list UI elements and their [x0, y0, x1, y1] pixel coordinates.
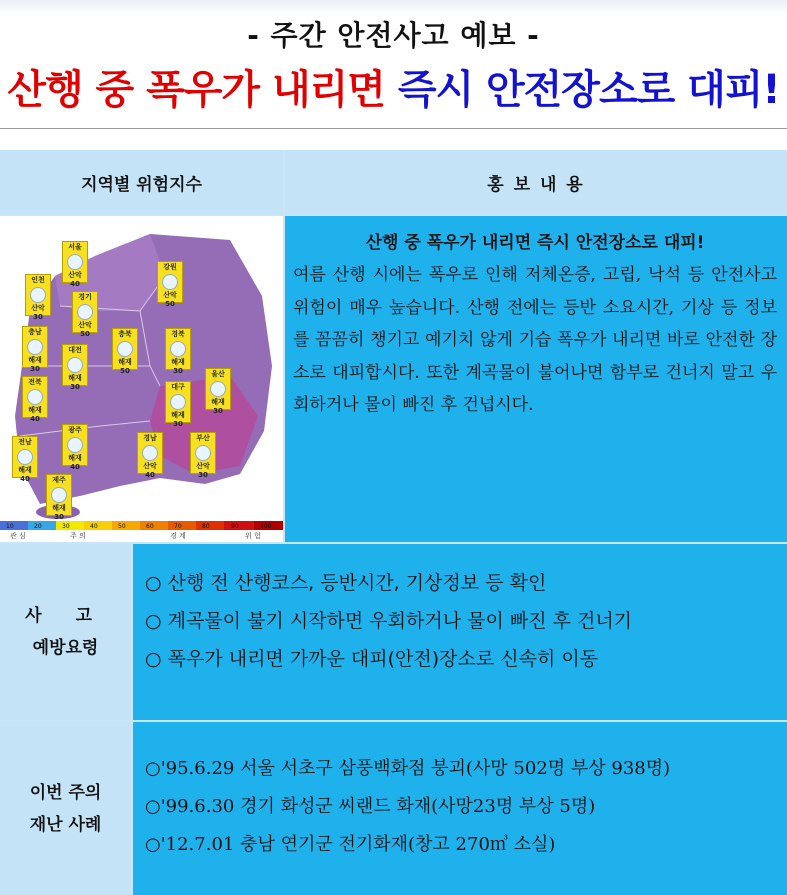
cases-list: [133, 722, 787, 895]
weather-icon: [77, 304, 93, 320]
region-name: 강원: [163, 263, 177, 271]
region-badge-jeonnam: [12, 436, 38, 483]
scale-tick: 90: [231, 523, 239, 530]
weather-icon: [51, 487, 67, 503]
promo-content: [285, 216, 787, 542]
region-name: 전북: [28, 378, 42, 386]
region-name: 경북: [171, 330, 185, 338]
region-name: 전남: [18, 438, 32, 446]
cases-label-line2: 재난 사례: [29, 814, 102, 835]
region-badge-gangwon: [157, 261, 183, 308]
headline-blue-part: 즉시 안전장소로 대피!: [397, 67, 780, 113]
scale-level: 관 심: [10, 532, 26, 540]
region-name: 서울: [68, 243, 82, 251]
prevention-label: [0, 544, 131, 720]
scale-tick: 20: [34, 523, 42, 530]
region-value: 해재 30: [171, 358, 185, 375]
region-badge-daejeon: [62, 344, 88, 391]
prevention-list: [133, 544, 787, 720]
risk-scale-labels: [0, 530, 283, 542]
region-value: 산악 50: [163, 291, 177, 308]
region-value: 해재 30: [52, 504, 66, 521]
region-name: 부산: [196, 434, 210, 442]
region-value: 산악 30: [196, 462, 210, 479]
region-name: 경남: [143, 434, 157, 442]
weather-icon: [67, 437, 83, 453]
page-subtitle: - 주간 안전사고 예보 -: [247, 19, 540, 52]
weather-icon: [195, 445, 211, 461]
case-item: ○'95.6.29 서울 서초구 삼풍백화점 붕괴(사망 502명 부상 938명): [145, 758, 671, 779]
weather-icon: [30, 287, 46, 303]
region-badge-jeju: [46, 474, 72, 521]
weather-icon: [17, 449, 33, 465]
region-badge-gyeongnam: [137, 432, 163, 479]
scale-tick: 60: [146, 523, 154, 530]
weather-icon: [210, 381, 226, 397]
region-badge-jeonbuk: [22, 376, 48, 423]
scale-level: 주 의: [70, 532, 86, 540]
region-value: 해재 50: [118, 358, 132, 375]
scale-tick: 80: [202, 523, 210, 530]
case-item: ○'12.7.01 충남 연기군 전기화재(창고 270㎥ 소실): [145, 834, 556, 855]
region-badge-chungbuk: [112, 328, 138, 375]
promo-header: 홍 보 내 용: [285, 150, 787, 214]
region-value: 해재 30: [28, 356, 42, 373]
region-badge-seoul: [62, 241, 88, 288]
region-name: 대구: [171, 383, 185, 391]
scale-level: 위 험: [245, 532, 261, 540]
region-badge-gwangju: [62, 424, 88, 471]
scale-level: 경 계: [170, 532, 186, 540]
region-name: 인천: [31, 276, 45, 284]
region-name: 광주: [68, 426, 82, 434]
weather-icon: [67, 357, 83, 373]
scale-tick: 70: [174, 523, 182, 530]
risk-color-scale: [0, 521, 283, 530]
cases-label: [0, 722, 131, 895]
region-name: 경기: [78, 293, 92, 301]
region-value: 산악 40: [143, 462, 157, 479]
weather-icon: [162, 274, 178, 290]
region-badge-busan: [190, 432, 216, 479]
region-value: 산악 30: [31, 304, 45, 321]
region-name: 대전: [68, 346, 82, 354]
prevention-item: ○ 계곡물이 불기 시작하면 우회하거나 물이 빠진 후 건너기: [145, 610, 633, 632]
cases-label-line1: 이번 주의: [29, 782, 102, 803]
region-value: 산악 40: [68, 271, 82, 288]
risk-map: [0, 216, 283, 542]
scale-tick: 30: [62, 523, 70, 530]
weather-icon: [27, 389, 43, 405]
weather-icon: [27, 339, 43, 355]
region-badge-ulsan: [205, 368, 231, 415]
region-value: 해재 40: [28, 406, 42, 423]
risk-index-header: 지역별 위험지수: [0, 150, 283, 214]
weather-icon: [170, 341, 186, 357]
region-name: 울산: [211, 370, 225, 378]
region-value: 해재 30: [211, 398, 225, 415]
region-value: 해재 30: [68, 374, 82, 391]
region-name: 충남: [28, 328, 42, 336]
prevention-item: ○ 산행 전 산행코스, 등반시간, 기상정보 등 확인: [145, 572, 547, 594]
region-value: 해재 40: [68, 454, 82, 471]
region-value: 해재 40: [18, 466, 32, 483]
region-name: 제주: [52, 476, 66, 484]
scale-tick: 40: [90, 523, 98, 530]
weather-icon: [67, 254, 83, 270]
region-badge-daegu: [165, 381, 191, 428]
prevention-item: ○ 폭우가 내리면 가까운 대피(안전)장소로 신속히 이동: [145, 648, 599, 670]
info-table: [0, 150, 787, 895]
region-badge-incheon: [25, 274, 51, 321]
weather-icon: [117, 341, 133, 357]
headline-red-part: 산행 중 폭우가 내리면: [7, 67, 385, 113]
promo-title: 산행 중 폭우가 내리면 즉시 안전장소로 대피!: [365, 233, 705, 253]
scale-tick: 10: [6, 523, 14, 530]
prevention-label-line1: 사 고: [25, 606, 106, 626]
region-badge-gyeonggi: [72, 291, 98, 338]
weather-icon: [170, 394, 186, 410]
header-divider: [0, 128, 787, 129]
weather-icon: [142, 445, 158, 461]
scale-tick: 50: [118, 523, 126, 530]
promo-body: 여름 산행 시에는 폭우로 인해 저체온증, 고립, 낙석 등 안전사고 위험이 매우 높습니다. 산행 전에는 등반 소요시간, 기상 등 정보를 꼼꼼히 챙기고 예기치 않게 기습 폭우가 내리면 바로 안전한 장소로 대피합시다. 또한 계곡물이 불어나면 함부로 건너지 말고 우회하거나 물이 빠진 후 건넙시다.: [293, 265, 777, 415]
case-item: ○'99.6.30 경기 화성군 씨랜드 화재(사망23명 부상 5명): [145, 796, 596, 817]
prevention-label-line2: 예방요령: [32, 638, 99, 658]
region-badge-gyeongbuk: [165, 328, 191, 375]
region-value: 해재 30: [171, 411, 185, 428]
region-value: 산악 50: [78, 321, 92, 338]
page-headline: [0, 58, 787, 115]
region-badge-chungnam: [22, 326, 48, 373]
top-bar: [0, 0, 787, 14]
scale-tick: 100: [260, 523, 272, 530]
region-name: 충북: [118, 330, 132, 338]
